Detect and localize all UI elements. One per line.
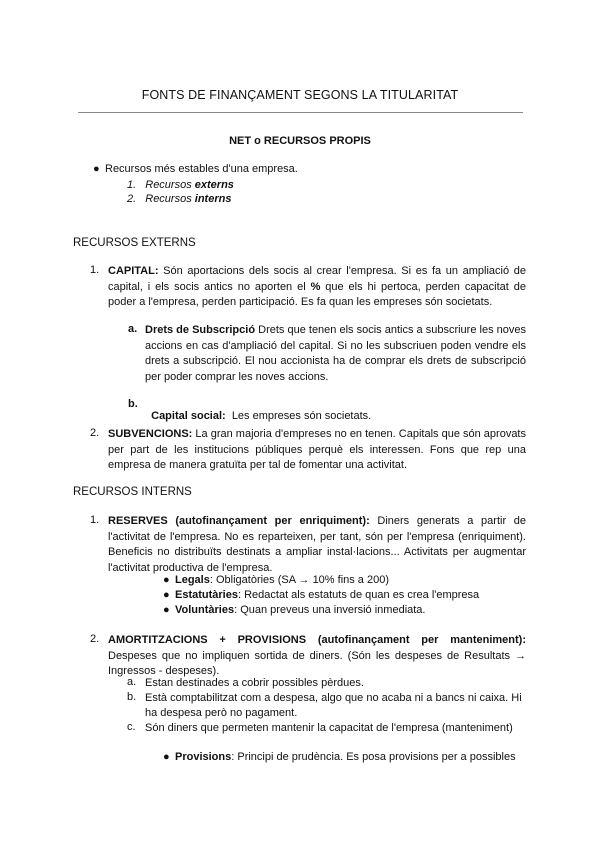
bullet-icon: ● xyxy=(93,163,100,175)
bullet-icon: ● xyxy=(163,574,170,586)
page-title: FONTS DE FINANÇAMENT SEGONS LA TITULARITAT xyxy=(141,88,459,102)
item-number: 2. xyxy=(90,427,100,439)
subvencions-paragraph: SUBVENCIONS: La gran majoria d'empreses no en tenen. Capitals que són aprovats per part de les institucions públiques perquè els interessen. Fons que rep una empresa de manera gratuïta per tal de fomentar una activitat. xyxy=(108,428,526,471)
item-number: 1. xyxy=(90,264,100,276)
subvencions-label: SUBVENCIONS: xyxy=(108,428,193,440)
capital-label: CAPITAL: xyxy=(108,265,159,277)
drets-paragraph: Drets de Subscripció Drets que tenen els socis antics a subscriure les noves accions en cas d'ampliació del capital. Si no les subscriuen poden vendre els drets a subscripció. El nou accionista ha de comprar els drets de subscripció per poder comprar les noves accions. xyxy=(145,324,526,383)
item-emphasis: externs xyxy=(194,179,234,191)
list-item: ● Provisions: Principi de prudència. Es posa provisions per a possibles xyxy=(163,751,516,763)
drets-label: Drets de Subscripció xyxy=(145,324,256,336)
item-letter: b. xyxy=(127,691,137,703)
list-item: ● Voluntàries: Quan preveus una inversió inmediata. xyxy=(163,604,426,616)
reserves-paragraph: RESERVES (autofinançament per enriquiment): Diners generats a partir de l'activitat de l'empresa. No es reparteixen, per tant, són per l'empresa (enriquiment). Beneficis no distribuïts destinats a ampliar instal·lacions... Activitats per augmentar l'activitat productiva de l'empresa. xyxy=(108,515,526,574)
item-letter: a. xyxy=(128,323,138,335)
capital-social-line: Capital social: Les empreses són societats. xyxy=(151,410,372,422)
bullet-icon: ● xyxy=(163,589,170,601)
item-number: 1. xyxy=(90,514,100,526)
intro-bullet xyxy=(93,163,298,175)
list-item: Són diners que permeten mantenir la capacitat de l'empresa (manteniment) xyxy=(145,722,513,734)
item-number: 2. xyxy=(90,633,100,645)
item-number: 1. xyxy=(127,179,137,191)
item-letter: b. xyxy=(128,398,138,410)
list-item xyxy=(127,179,234,191)
capital-paragraph: CAPITAL: Són aportacions dels socis al crear l'empresa. Si es fa un ampliació de capital, i els socis antics no aporten el % que els hi pertoca, perden capacitat de poder a l'empresa, perden participació. Es fa quan les empreses són societats. xyxy=(108,265,526,308)
bullet-icon: ● xyxy=(163,604,170,616)
capital-social-label: Capital social: xyxy=(151,410,226,422)
list-item: ● Estatutàries: Redactat als estatuts de quan es crea l'empresa xyxy=(163,589,480,601)
amortitzacions-label: AMORTITZACIONS + PROVISIONS (autofinançament per manteniment): xyxy=(108,634,526,646)
list-item: ● Legals: Obligatòries (SA → 10% fins a 200) xyxy=(163,574,390,586)
item-number: 2. xyxy=(127,193,137,205)
intro-text: Recursos més estables d'una empresa. xyxy=(105,163,298,175)
section-title: NET o RECURSOS PROPIS xyxy=(229,135,371,147)
list-item xyxy=(127,193,231,205)
section-heading-externs: RECURSOS EXTERNS xyxy=(73,237,196,249)
list-item: Està comptabilitzat com a despesa, algo que no acaba ni a bancs ni caixa. Hi ha despesa però no pagament. xyxy=(145,692,522,719)
item-prefix: Recursos xyxy=(145,193,195,205)
list-item: Estan destinades a cobrir possibles pèrdues. xyxy=(145,677,364,689)
amortitzacions-paragraph: AMORTITZACIONS + PROVISIONS (autofinançament per manteniment): Despeses que no impliquen sortida de diners. (Són les despeses de Resultats → Ingressos - despeses). xyxy=(108,634,526,677)
item-letter: a. xyxy=(127,676,137,688)
section-heading-interns: RECURSOS INTERNS xyxy=(73,486,192,498)
item-prefix: Recursos xyxy=(145,179,195,191)
bullet-icon: ● xyxy=(163,751,170,763)
item-emphasis: interns xyxy=(194,193,232,205)
item-letter: c. xyxy=(127,721,136,733)
reserves-label: RESERVES (autofinançament per enriquiment): xyxy=(108,515,370,527)
title-divider xyxy=(78,112,523,113)
